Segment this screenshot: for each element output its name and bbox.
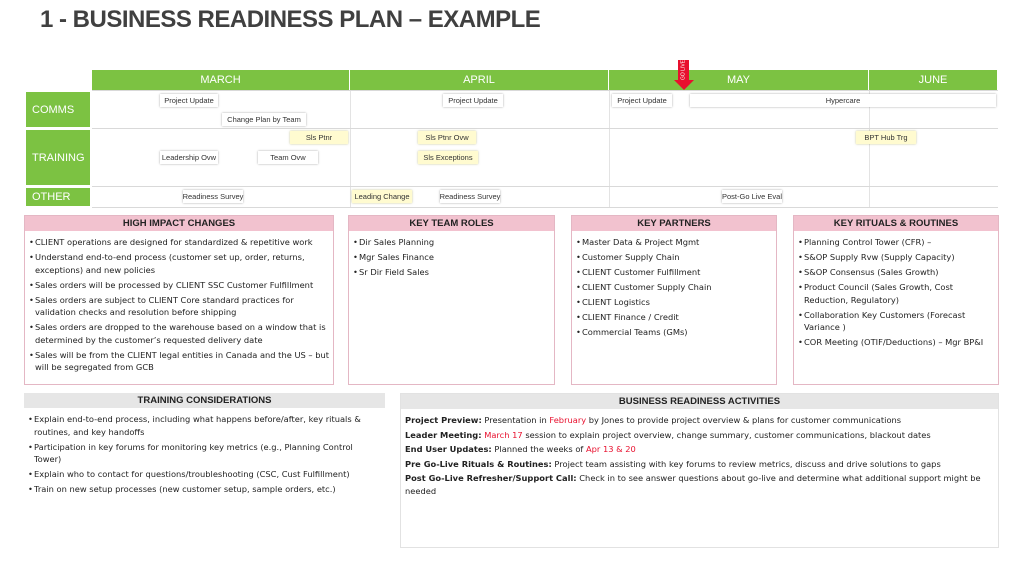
- panel-training-considerations: [24, 393, 385, 548]
- other-readiness-survey-march: Readiness Survey: [182, 192, 244, 201]
- row-label-comms: COMMS: [26, 92, 90, 127]
- activity-leader-meeting: [405, 429, 992, 442]
- panel-title: KEY TEAM ROLES: [349, 216, 554, 231]
- activity-text: Check in to see answer questions about go-live and determine what additional support might be needed: [405, 473, 981, 496]
- training-team-ovw: Team Ovw: [258, 151, 318, 164]
- training-considerations-list: [28, 413, 381, 498]
- panel-title: KEY PARTNERS: [572, 216, 776, 231]
- other-post-golive-eval: Post-Go Live Eval: [721, 192, 783, 201]
- high-impact-list: [29, 236, 329, 376]
- activity-text: Project team assisting with key forums to review metrics, discuss and drive solutions to gaps: [551, 458, 941, 469]
- training-sls-ptnr-ovw: Sls Ptnr Ovw: [418, 131, 476, 144]
- month-may: MAY: [609, 70, 869, 90]
- business-readiness-activities: [405, 414, 992, 499]
- panel-title: BUSINESS READINESS ACTIVITIES: [401, 394, 998, 409]
- activity-highlight: March 17: [484, 429, 523, 440]
- month-march: MARCH: [92, 70, 350, 90]
- activity-label: End User Updates:: [405, 444, 492, 454]
- comms-project-update-april: Project Update: [443, 94, 503, 107]
- other-readiness-survey-april: Readiness Survey: [439, 192, 501, 201]
- grid-line: [609, 90, 610, 208]
- list-item: • Train on new setup processes (new customer setup, sample orders, etc.): [28, 483, 381, 496]
- panel-key-team-roles: [348, 215, 555, 385]
- activity-text: by Jones to provide project overview & plans for customer communications: [586, 415, 902, 425]
- key-partners-list: [576, 236, 772, 341]
- comms-project-update-may: Project Update: [612, 94, 672, 107]
- activity-text: Presentation in: [481, 415, 550, 425]
- month-june: JUNE: [869, 70, 998, 90]
- golive-marker: GO LIVE: [678, 60, 689, 80]
- activity-label: Pre Go-Live Rituals & Routines:: [405, 458, 552, 469]
- list-item: • Collaboration Key Customers (Forecast Variance ): [798, 309, 994, 334]
- grid-line: [350, 90, 351, 208]
- activity-end-user-updates: [405, 443, 992, 456]
- list-item: • Dir Sales Planning: [353, 236, 550, 249]
- training-sls-exceptions: Sls Exceptions: [418, 151, 478, 164]
- panel-key-rituals: [793, 215, 999, 385]
- panel-title: TRAINING CONSIDERATIONS: [24, 393, 385, 408]
- grid-line: [869, 90, 870, 208]
- list-item: • Understand end-to-end process (customer set up, order, returns, exceptions) and new policies: [29, 251, 329, 276]
- activity-label: Project Preview:: [405, 415, 482, 425]
- row-label-training: TRAINING: [26, 130, 90, 185]
- list-item: • Sales orders are dropped to the warehouse based on a window that is determined by the customer’s requested delivery date: [29, 321, 329, 346]
- list-item: • Product Council (Sales Growth, Cost Reduction, Regulatory): [798, 281, 994, 306]
- grid-line: [92, 90, 998, 91]
- activity-highlight: Apr 13 & 20: [585, 444, 636, 454]
- training-sls-ptnr: Sls Ptnr: [290, 131, 348, 144]
- list-item: • Sales orders are subject to CLIENT Core standard practices for validation checks and resolution before shipping: [29, 294, 329, 319]
- month-april: APRIL: [350, 70, 609, 90]
- list-item: • Sales orders will be processed by CLIENT SSC Customer Fulfillment: [29, 279, 329, 292]
- activity-highlight: February: [549, 415, 587, 425]
- panel-business-readiness: [400, 393, 999, 548]
- panel-high-impact-changes: [24, 215, 334, 385]
- comms-project-update-march: Project Update: [160, 94, 218, 107]
- list-item: • CLIENT operations are designed for standardized & repetitive work: [29, 236, 329, 249]
- grid-line: [92, 186, 998, 187]
- panel-key-partners: [571, 215, 777, 385]
- activity-post-golive: [405, 472, 992, 497]
- activity-text: Planned the weeks of: [491, 444, 586, 454]
- list-item: • CLIENT Customer Supply Chain: [576, 281, 772, 294]
- list-item: • CLIENT Customer Fulfillment: [576, 266, 772, 279]
- grid-line: [92, 207, 998, 208]
- list-item: • COR Meeting (OTIF/Deductions) – Mgr BP&I: [798, 336, 994, 349]
- list-item: • Explain end-to-end process, including what happens before/after, key rituals & routines, and key handoffs: [28, 413, 381, 438]
- list-item: • Commercial Teams (GMs): [576, 326, 772, 339]
- panel-title: KEY RITUALS & ROUTINES: [794, 216, 998, 231]
- page-title: 1 - BUSINESS READINESS PLAN – EXAMPLE: [40, 6, 541, 33]
- list-item: • Customer Supply Chain: [576, 251, 772, 264]
- list-item: • CLIENT Logistics: [576, 296, 772, 309]
- list-item: • Sr Dir Field Sales: [353, 266, 550, 279]
- other-leading-change: Leading Change: [352, 190, 412, 203]
- key-rituals-list: [798, 236, 994, 351]
- row-label-other: OTHER: [26, 188, 90, 206]
- grid-line: [92, 128, 998, 129]
- list-item: • Sales will be from the CLIENT legal entities in Canada and the US – but will be segregated from GCB: [29, 349, 329, 374]
- comms-change-plan: Change Plan by Team: [222, 113, 306, 126]
- panel-title: HIGH IMPACT CHANGES: [25, 216, 333, 231]
- list-item: • S&OP Consensus (Sales Growth): [798, 266, 994, 279]
- list-item: • S&OP Supply Rvw (Supply Capacity): [798, 251, 994, 264]
- activity-project-preview: [405, 414, 992, 427]
- list-item: • Master Data & Project Mgmt: [576, 236, 772, 249]
- list-item: • Participation in key forums for monitoring key metrics (e.g., Planning Control Tower): [28, 441, 381, 466]
- golive-arrow-icon: [674, 80, 694, 90]
- activity-text: session to explain project overview, change summary, customer communications, blackout dates: [522, 429, 931, 440]
- key-team-roles-list: [353, 236, 550, 281]
- training-bpt-hub: BPT Hub Trg: [856, 131, 916, 144]
- list-item: • CLIENT Finance / Credit: [576, 311, 772, 324]
- list-item: • Explain who to contact for questions/troubleshooting (CSC, Cust Fulfillment): [28, 468, 381, 481]
- training-leadership-ovw: Leadership Ovw: [161, 153, 217, 162]
- activity-label: Leader Meeting:: [405, 429, 482, 440]
- comms-hypercare: Hypercare: [690, 94, 996, 107]
- list-item: • Planning Control Tower (CFR) –: [798, 236, 994, 249]
- activity-pre-golive: [405, 458, 992, 471]
- list-item: • Mgr Sales Finance: [353, 251, 550, 264]
- activity-label: Post Go-Live Refresher/Support Call:: [405, 473, 577, 483]
